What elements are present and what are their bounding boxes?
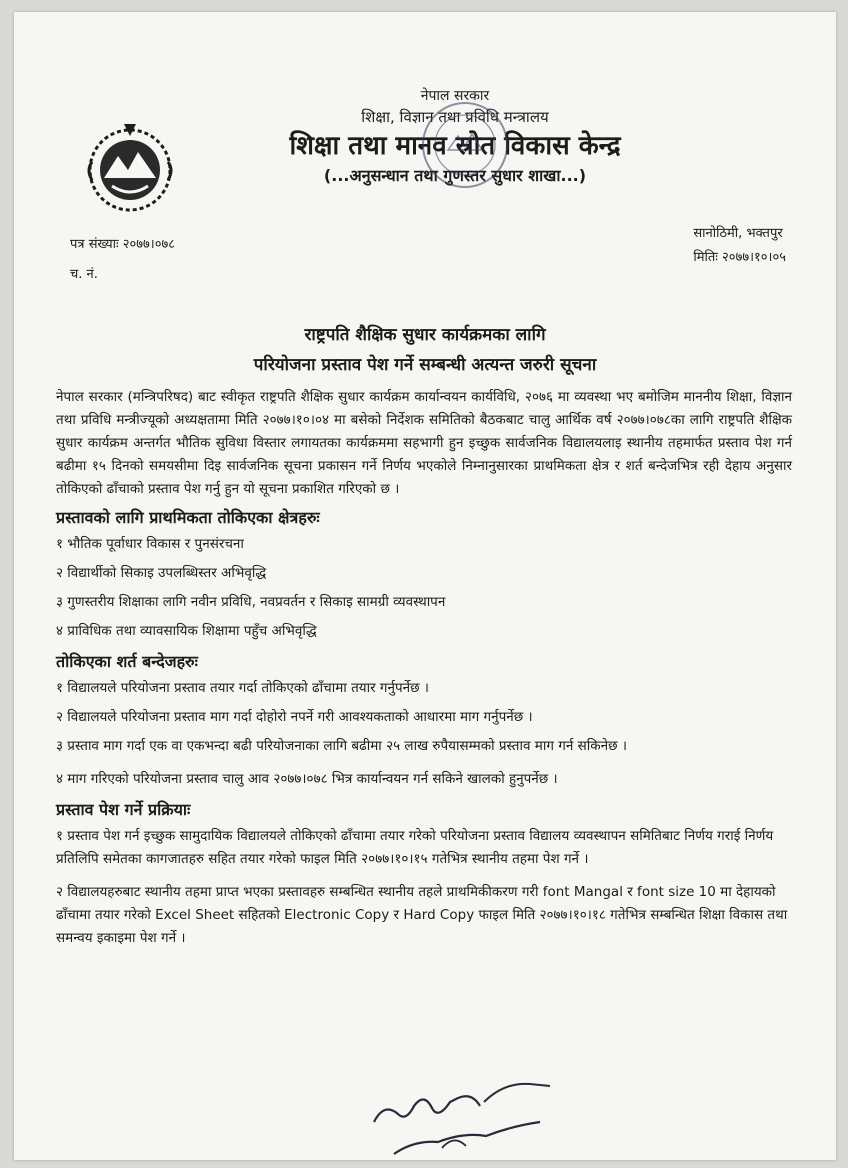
reference-left bbox=[70, 230, 175, 290]
condition-item: ४ माग गरिएको परियोजना प्रस्ताव चालु आव २०७७।०७८ भित्र कार्यान्वयन गर्न सकिने खालको हुनुपर्नेछ । bbox=[56, 771, 558, 787]
process-item: २ विद्यालयहरुबाट स्थानीय तहमा प्राप्त भएका प्रस्तावहरु सम्बन्धित स्थानीय तहले प्राथमिकीकरण गरी font Mangal र font size 10 मा देहायको ढाँचामा तयार गरेको Excel Sheet सहितको Electronic Copy र Hard Copy फाइल मिति २०७७।१०।१८ गतेभित्र सम्बन्धित शिक्षा विकास तथा समन्वय इकाइमा पेश गर्ने । bbox=[56, 884, 788, 946]
ministry-name: शिक्षा, विज्ञान तथा प्रविधि मन्त्रालय bbox=[361, 108, 549, 126]
condition-item: २ विद्यालयले परियोजना प्रस्ताव माग गर्दा दोहोरो नपर्ने गरी आवश्यकताको आधारमा माग गर्नुपर्नेछ । bbox=[56, 709, 533, 725]
notice-title bbox=[14, 320, 836, 380]
document-page bbox=[14, 12, 836, 1160]
center-name: शिक्षा तथा मानव स्रोत विकास केन्द्र bbox=[289, 131, 621, 161]
notice-body bbox=[56, 386, 792, 956]
nepal-emblem-icon bbox=[78, 116, 182, 220]
priority-item: १ भौतिक पूर्वाधार विकास र पुनसंरचना bbox=[56, 536, 244, 552]
process-item: १ प्रस्ताव पेश गर्न इच्छुक सामुदायिक विद्यालयले तोकिएको ढाँचामा तयार गरेको परियोजना प्रस्ताव विद्यालय व्यवस्थापन समितिबाट निर्णय गराई निर्णय प्रतिलिपि समेतका कागजातहरु सहित तयार गरेको फाइल मिति २०७७।१०।१५ गतेभित्र स्थानीय तहमा पेश गर्ने । bbox=[56, 828, 774, 867]
condition-item: ३ प्रस्ताव माग गर्दा एक वा एकभन्दा बढी परियोजनाका लागि बढीमा २५ लाख रुपैयासम्मको प्रस्ताव माग गर्न सकिनेछ । bbox=[56, 738, 627, 754]
priority-item: ४ प्राविधिक तथा व्यावसायिक शिक्षामा पहुँच अभिवृद्धि bbox=[56, 623, 317, 639]
government-name: नेपाल सरकार bbox=[420, 88, 490, 104]
title-line-1: राष्ट्रपति शैक्षिक सुधार कार्यक्रमका लागि bbox=[304, 325, 546, 345]
priority-heading: प्रस्तावको लागि प्राथमिकता तोकिएका क्षेत्रहरुः bbox=[56, 508, 320, 527]
letter-date: मितिः २०७७।१०।०५ bbox=[693, 250, 786, 265]
office-seal-stamp bbox=[418, 98, 512, 192]
process-heading: प्रस्ताव पेश गर्ने प्रक्रियाः bbox=[56, 800, 191, 819]
conditions-heading: तोकिएका शर्त बन्देजहरुः bbox=[56, 652, 198, 671]
handwritten-signature bbox=[354, 1062, 574, 1160]
priority-item: २ विद्यार्थीको सिकाइ उपलब्धिस्तर अभिवृद्धि bbox=[56, 565, 267, 581]
dispatch-number: च. नं. bbox=[70, 267, 98, 282]
priority-item: ३ गुणस्तरीय शिक्षाका लागि नवीन प्रविधि, नवप्रवर्तन र सिकाइ सामग्री व्यवस्थापन bbox=[56, 594, 446, 610]
letter-number: पत्र संख्याः २०७७।०७८ bbox=[70, 237, 175, 252]
title-line-2: परियोजना प्रस्ताव पेश गर्ने सम्बन्धी अत्यन्त जरुरी सूचना bbox=[253, 355, 597, 375]
office-location: सानोठिमी, भक्तपुर bbox=[693, 226, 783, 241]
condition-item: १ विद्यालयले परियोजना प्रस्ताव तयार गर्दा तोकिएको ढाँचामा तयार गर्नुपर्नेछ । bbox=[56, 680, 430, 696]
branch-name: (...अनुसन्धान तथा गुणस्तर सुधार शाखा...) bbox=[323, 166, 587, 185]
reference-right bbox=[693, 222, 786, 270]
intro-paragraph: नेपाल सरकार (मन्त्रिपरिषद) बाट स्वीकृत राष्ट्रपति शैक्षिक सुधार कार्यक्रम कार्यान्वयन कार्यविधि, २०७६ मा व्यवस्था भए बमोजिम माननीय शिक्षा, विज्ञान तथा प्रविधि मन्त्रीज्यूको अध्यक्षतामा मिति २०७७।१०।०४ मा बसेको निर्देशक समितिको बैठकबाट चालु आर्थिक वर्ष २०७७।०७८का लागि राष्ट्रपति शैक्षिक सुधार कार्यक्रम अन्तर्गत भौतिक सुविधा विस्तार लगायतका कार्यक्रममा सहभागी हुन इच्छुक सार्वजनिक विद्यालयलाइ स्थानीय तहमार्फत प्रस्ताव पेश गर्न बढीमा १५ दिनको समयसीमा दिइ सार्वजनिक सूचना प्रकासन गर्ने निर्णय भएकोले निम्नानुसारका प्राथमिकता क्षेत्र र शर्त बन्देजभित्र रही देहाय अनुसार तोकिएको ढाँचाको प्रस्ताव पेश गर्नु हुन यो सूचना प्रकाशित गरिएको छ । bbox=[56, 389, 792, 497]
